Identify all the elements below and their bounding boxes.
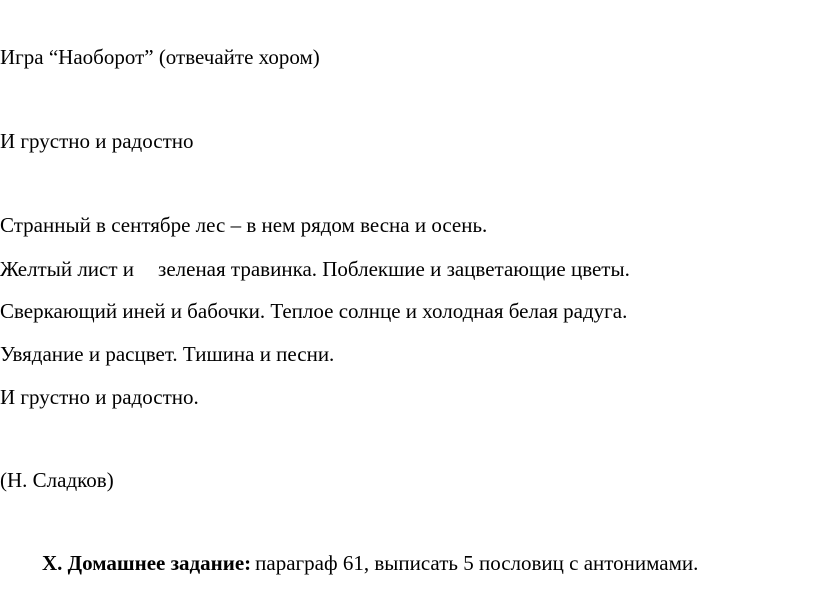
poem-line-2 xyxy=(0,256,630,282)
author-attribution: (Н. Сладков) xyxy=(0,468,114,492)
poem-line-2-part-b: зеленая травинка. Поблекшие и зацветающие цветы. xyxy=(158,257,630,281)
homework-text: параграф 61, выписать 5 пословиц с антонимами. xyxy=(255,551,699,575)
homework-line xyxy=(42,550,698,576)
phrase-sad-and-joyful: И грустно и радостно xyxy=(0,129,194,153)
game-title: Игра “Наоборот” (отвечайте хором) xyxy=(0,45,320,69)
poem-line-5: И грустно и радостно. xyxy=(0,385,199,409)
homework-label: X. Домашнее задание: xyxy=(42,551,252,575)
poem-line-2-part-a: Желтый лист и xyxy=(0,257,135,281)
poem-line-3: Сверкающий иней и бабочки. Теплое солнце и холодная белая радуга. xyxy=(0,299,628,323)
poem-line-4: Увядание и расцвет. Тишина и песни. xyxy=(0,342,335,366)
poem-line-1: Странный в сентябре лес – в нем рядом весна и осень. xyxy=(0,213,488,237)
